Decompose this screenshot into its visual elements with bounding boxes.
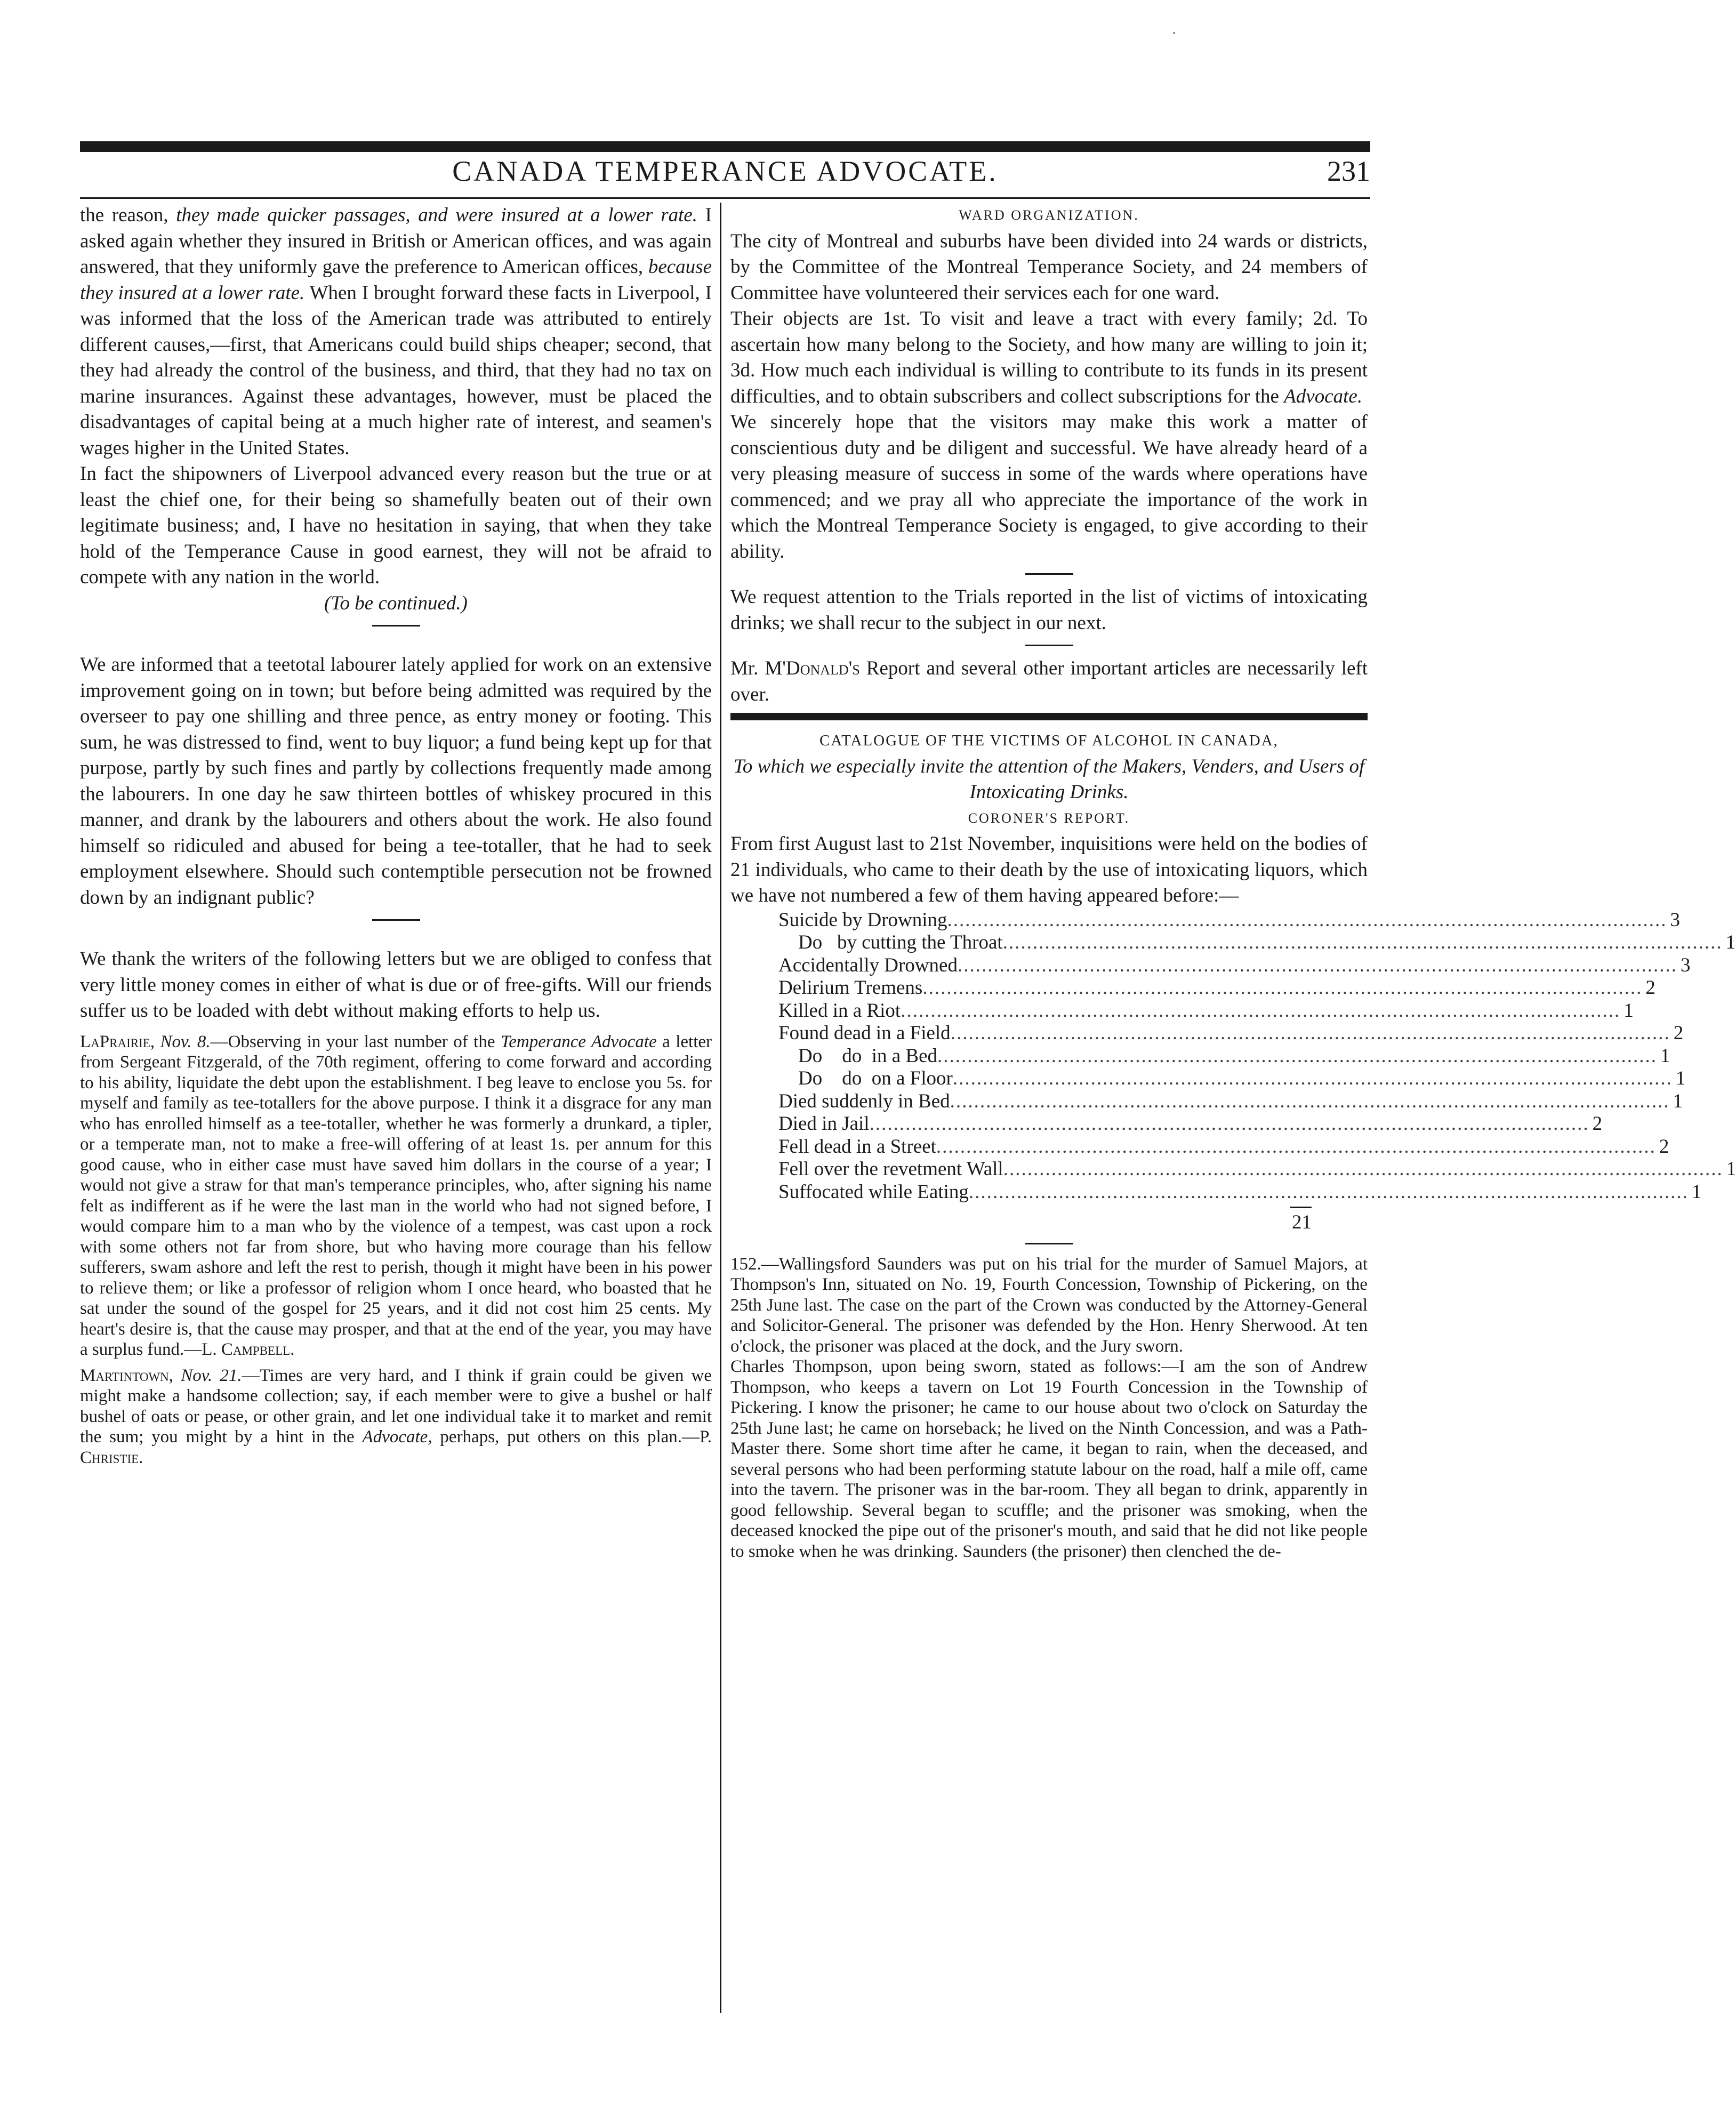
cause-label: Fell dead in a Street [778, 1135, 936, 1158]
causes-of-death-list [778, 909, 1736, 1204]
cause-count: 3 [1680, 954, 1691, 976]
leader-dots: ........................................................................................................................ [936, 1135, 1656, 1158]
header-thick-rule [80, 141, 1370, 152]
cause-count: 2 [1645, 977, 1655, 999]
cause-label: Suicide by Drowning [778, 909, 947, 931]
leader-dots: ........................................................................................................................ [937, 1045, 1658, 1067]
cause-label: Do by cutting the Throat [778, 931, 1003, 953]
cause-label: Killed in a Riot [778, 999, 901, 1022]
cause-row [778, 1113, 1603, 1136]
cause-label: Fell over the revetment Wall [778, 1158, 1003, 1180]
speck-mark [1173, 32, 1175, 34]
letters-intro-paragraph: We thank the writers of the following letters but we are obliged to confess that very little money comes in either of what is due or of free-gifts. Will our friends suffer us to be loaded with debt without making efforts to help us. [80, 948, 712, 1022]
leader-dots: ........................................................................................................................ [1003, 1158, 1723, 1180]
cause-label: Accidentally Drowned [778, 954, 958, 976]
cause-label: Delirium Tremens [778, 977, 923, 999]
page-number: 231 [1327, 155, 1370, 187]
to-be-continued: (To be continued.) [324, 592, 468, 614]
column-divider [720, 203, 721, 2013]
section-separator [1025, 1243, 1073, 1244]
trial-paragraph-1: 152.—Wallingsford Saunders was put on his trial for the murder of Samuel Majors, at Thompson's Inn, situated on No. 19, Fourth Concession, Township of Pickering, on the 25th June last. The case on the part of the Crown was conducted by the Attorney-General and Solicitor-General. The prisoner was defended by the Hon. Henry Sherwood. At ten o'clock, the prisoner was placed at the dock, and the Jury sworn. [730, 1254, 1368, 1356]
coroner-heading: CORONER'S REPORT. [968, 810, 1130, 826]
trials-notice: We request attention to the Trials reported in the list of victims of intoxicating drinks; we shall recur to the subject in our next. [730, 586, 1368, 634]
cause-count: 1 [1673, 1090, 1683, 1112]
left-column [80, 203, 712, 1468]
cause-label: Found dead in a Field [778, 1022, 951, 1044]
shipowners-paragraph: In fact the shipowners of Liverpool advanced every reason but the true or at least the chief one, for their being so shamefully beaten out of their own legitimate business; and, I have no hesitation in saying, that when they take hold of the Temperance Cause in good earnest, they will not be afraid to compete with any nation in the world. [80, 463, 712, 588]
leader-dots: ........................................................................................................................ [901, 999, 1621, 1022]
section-separator [1025, 573, 1073, 575]
ward-paragraph-2: Their objects are 1st. To visit and leave a tract with every family; 2d. To ascertain how many belong to the Society, and how many are willing to join it; 3d. How much each individual is willing to contribute to its funds in its present difficulties, and to obtain subscribers and collect subscriptions for the Advocate. [730, 308, 1368, 407]
cause-row [778, 1135, 1669, 1159]
ward-organization-heading: WARD ORGANIZATION. [959, 207, 1139, 223]
cause-count: 1 [1624, 999, 1634, 1022]
cause-row [778, 999, 1634, 1023]
section-separator [372, 919, 420, 921]
cause-label: Died suddenly in Bed [778, 1090, 950, 1112]
leader-dots: ........................................................................................................................ [968, 1180, 1689, 1203]
cause-count: 2 [1673, 1022, 1684, 1044]
catalogue-thick-rule [730, 713, 1368, 720]
right-column [730, 203, 1736, 1562]
cause-row [778, 1090, 1683, 1113]
running-head [80, 155, 1370, 192]
cause-count: 2 [1592, 1113, 1603, 1135]
cause-count: 2 [1659, 1135, 1669, 1158]
cause-row [778, 1022, 1684, 1045]
page-title: CANADA TEMPERANCE ADVOCATE. [452, 155, 998, 187]
header-thin-rule [80, 197, 1370, 199]
leader-dots: ........................................................................................................................ [950, 1022, 1670, 1044]
leader-dots: ........................................................................................................................ [957, 954, 1677, 976]
cause-count: 1 [1660, 1045, 1670, 1067]
leader-dots: ........................................................................................................................ [947, 909, 1667, 931]
teetotal-labourer-paragraph: We are informed that a teetotal labourer lately applied for work on an extensive improvement going on in town; but before being admitted was required by the overseer to pay one shilling and three pence, as entry money or footing. This sum, he was distressed to find, went to buy liquor; a fund being kept up for that purpose, partly by such fines and partly by collections frequently made among the labourers. In one day he saw thirteen bottles of whiskey procured in this manner, and drank by the labourers and others about the work. He also found himself so ridiculed and abused for being a tee-totaller, that he had to seek employment elsewhere. Should such contemptible persecution not be frowned down by an indignant public? [80, 654, 712, 909]
section-separator [1025, 645, 1073, 646]
leader-dots: ........................................................................................................................ [1002, 931, 1723, 953]
cause-row [778, 1045, 1670, 1068]
cause-row [778, 1067, 1686, 1090]
leader-dots: ........................................................................................................................ [922, 977, 1643, 999]
letter-laprairie: LaPrairie, Nov. 8.—Observing in your last number of the Temperance Advocate a letter from Sergeant Fitzgerald, of the 70th regiment, offering to come forward and according to his ability, liquidate the debt upon the establishment. I beg leave to enclose you 5s. for myself and family as tee-totallers for the above purpose. I think it a disgrace for any man who has enrolled himself as a tee-totaller, whether he was formerly a drunkard, a tipler, or a temperate man, not to make a free-will offering of at least 1s. per annum for this good cause, who in either case must have saved him dollars in the course of a year; I would not give a straw for that man's temperance principles, who, after signing his name felt as indifferent as if he were the last man in the world who had not signed before, I would compare him to a man who by the violence of a tempest, was cast upon a rock with some others not far from shore, but who having more courage than his fellow sufferers, swam ashore and left the rest to perish, though it might have been in his power to relieve them; or like a professor of religion whom I once heard, who boasted that he sat under the sound of the gospel for 25 years, and it did not cost him 25 cents. My heart's desire is, that the cause may prosper, and that at the end of the year, you may have a surplus fund.—L. Campbell. [80, 1032, 712, 1359]
section-separator [372, 625, 420, 626]
ward-paragraph-1: The city of Montreal and suburbs have been divided into 24 wards or districts, by the Committee of the Montreal Temperance Society, and 24 members of Committee have volunteered their services each for one ward. [730, 230, 1368, 304]
cause-label: Do do in a Bed [778, 1045, 938, 1067]
cause-row [778, 909, 1681, 932]
cause-row [778, 977, 1655, 1000]
continued-paragraph: the reason, they made quicker passages, and were insured at a lower rate. I asked again whether they insured in British or American offices, and was again answered, that they uniformly gave the preference to American offices, because they insured at a lower rate. When I brought forward these facts in Liverpool, I was informed that the loss of the American trade was attributed to entirely different causes,—first, that Americans could build ships cheaper; second, that they had already the control of the business, and third, that they had no tax on marine insurances. Against these advantages, however, must be placed the disadvantages of capital being at a much higher rate of interest, and seamen's wages higher in the United States. [80, 204, 712, 459]
trial-paragraph-2: Charles Thompson, upon being sworn, stated as follows:—I am the son of Andrew Thompson, who keeps a tavern on Lot 19 Fourth Concession in the Township of Pickering. I know the prisoner; he came to our house about two o'clock on Saturday the 25th June last; he came on horseback; he lived on the Ninth Concession, and was a Path-Master there. Some short time after he came, it began to rain, when the deceased, and several persons who had been performing statute labour on the road, half a mile off, came into the tavern. The prisoner was in the bar-room. They all began to drink, apparently in good fellowship. Several began to scuffle; and the prisoner was smoking, when the deceased knocked the pipe out of the prisoner's mouth, and said that he did not like people to smoke when he was drinking. Saunders (the prisoner) then clenched the de- [730, 1357, 1368, 1561]
cause-row [778, 1158, 1736, 1181]
cause-count: 1 [1691, 1180, 1702, 1203]
leader-dots: ........................................................................................................................ [950, 1090, 1670, 1112]
catalogue-heading: CATALOGUE OF THE VICTIMS OF ALCOHOL IN CANADA, [819, 732, 1279, 749]
cause-label: Suffocated while Eating [778, 1180, 969, 1203]
letter-martintown: Martintown, Nov. 21.—Times are very hard, and I think if grain could be given we might make a handsome collection; say, if each member were to give a bushel or half bushel of oats or pease, or other grain, and let one individual take it to market and remit the sum; you might by a hint in the Advocate, perhaps, put others on this plan.—P. Christie. [80, 1365, 712, 1467]
cause-row [778, 931, 1736, 954]
cause-label: Died in Jail [778, 1113, 870, 1135]
leader-dots: ........................................................................................................................ [869, 1113, 1589, 1135]
cause-label: Do do on a Floor [778, 1067, 953, 1089]
ward-paragraph-3: We sincerely hope that the visitors may make this work a matter of conscientious duty and be diligent and successful. We have already heard of a very pleasing measure of success in some of the wards where operations have commenced; and we pray all who appreciate the importance of the work in which the Montreal Temperance Society is engaged, to give according to their ability. [730, 411, 1368, 563]
mcdonald-notice: Mr. M'Donald's Report and several other important articles are necessarily left over. [730, 657, 1368, 705]
trial-report [730, 1254, 1368, 1562]
leader-dots: ........................................................................................................................ [952, 1067, 1673, 1089]
coroner-paragraph: From first August last to 21st November, inquisitions were held on the bodies of 21 individuals, who came to their death by the use of intoxicating liquors, which we have not numbered a few of them having appeared before:— [730, 833, 1368, 906]
cause-count: 3 [1670, 909, 1681, 931]
cause-count: 1 [1725, 931, 1736, 953]
cause-row [778, 954, 1691, 977]
catalogue-subheading: To which we especially invite the attention of the Makers, Venders, and Users of Intoxicating Drinks. [733, 755, 1365, 803]
cause-count: 1 [1726, 1158, 1736, 1180]
cause-count: 1 [1675, 1067, 1686, 1089]
cause-row [778, 1180, 1702, 1204]
total-rule [1290, 1207, 1312, 1208]
causes-total: 21 [1292, 1211, 1312, 1233]
